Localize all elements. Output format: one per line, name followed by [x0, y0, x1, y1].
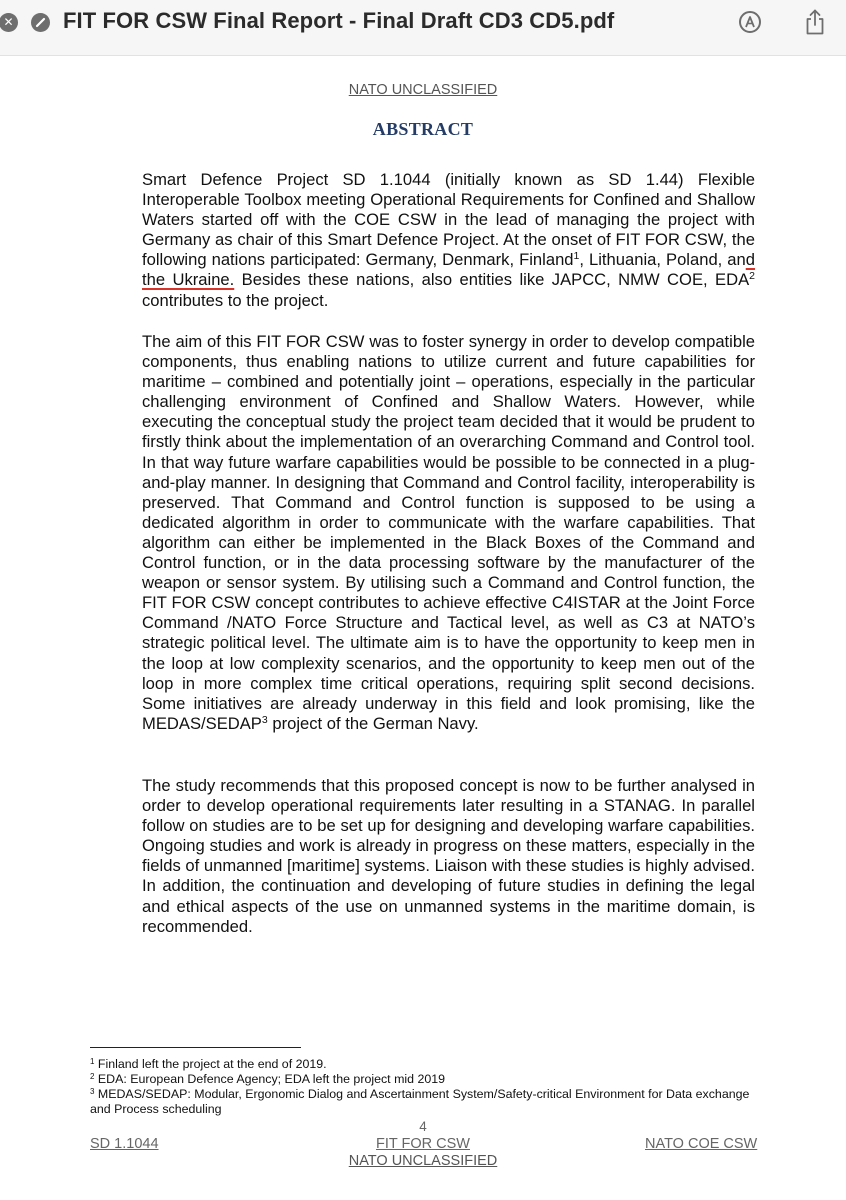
- footnote-2: [90, 1072, 750, 1087]
- footer-left: SD 1.1044: [90, 1136, 159, 1152]
- footnote-text: EDA: European Defence Agency; EDA left the project mid 2019: [94, 1072, 446, 1086]
- footnote-mark: 2: [90, 1072, 95, 1081]
- page-heading: ABSTRACT: [372, 119, 474, 139]
- footnote-1: [90, 1057, 750, 1072]
- footnote-mark: 3: [90, 1087, 95, 1096]
- share-icon[interactable]: [804, 8, 826, 36]
- markup-pen-icon[interactable]: [739, 11, 761, 33]
- footnote-text: Finland left the project at the end of 2019.: [94, 1057, 327, 1071]
- footnote-ref-2[interactable]: 2: [749, 270, 755, 283]
- viewer-toolbar: [0, 0, 846, 56]
- footnote-mark: 1: [90, 1057, 95, 1066]
- text-run: Besides these nations, also entities like JAPCC, NMW COE, EDA: [234, 270, 750, 290]
- text-run: Smart Defence Project SD 1.1044 (initially known as SD 1.44) Flexible Interoperable Toolbox meeting Operational Requirements for Confined and Shallow Waters started off with the COE CSW in the lead of managing the project with Germany as chair of this Smart Defence Project. At the onset of FIT FOR CSW, the following nations participated: Germany, Denmark, Finland: [142, 170, 755, 270]
- document-title: FIT FOR CSW Final Report - Final Draft CD3 CD5.pdf: [63, 8, 615, 33]
- footnotes: [90, 1057, 750, 1117]
- abstract-paragraph-1: [142, 170, 755, 311]
- footnote-ref-1[interactable]: 1: [573, 250, 580, 263]
- text-run: The aim of this FIT FOR CSW was to foster synergy in order to develop compatible components, thus enabling nations to utilize current and future capabilities for maritime – combined and potentially joint – operations, especially in the particular challenging environment of Confined and Shallow Waters. However, while executing the conceptual study the project team decided that it would be prudent to firstly think about the implementation of an overarching Command and Control tool. In that way future warfare capabilities would be possible to be connected in a plug-and-play manner. In designing that Command and Control facility, interoperability is preserved. That Command and Control function is supposed to be using a dedicated algorithm in order to communicate with the warfare capabilities. That algorithm can either be implemented in the Black Boxes of the Command and Control function, or in the data processing software by the manufacturer of the weapon or sensor system. By utilising such a Command and Control function, the FIT FOR CSW concept contributes to achieve effective C4ISTAR at the Joint Force Command /NATO Force Structure and Tactical level, as well as C3 at NATO’s strategic political level. The ultimate aim is to have the opportunity to keep men in the loop at low complexity scenarios, and the opportunity to keep men out of the loop in more complex time critical operations, requiring split second decisions. Some initiatives are already underway in this field and look promising, like the MEDAS/SEDAP: [142, 332, 755, 733]
- classification-bottom: NATO UNCLASSIFIED: [348, 1153, 498, 1169]
- abstract-paragraph-3: The study recommends that this proposed concept is now to be further analysed in order to develop operational requirements later resulting in a STANAG. In parallel follow on studies are to be set up for designing and developing warfare capabilities. Ongoing studies and work is already in progress on these matters, especially in the fields of unmanned [maritime] systems. Liaison with these studies is highly advised. In addition, the continuation and developing of future studies in defining the legal and ethical aspects of the use on unmanned systems in the maritime domain, is recommended.: [142, 776, 755, 936]
- footnote-separator: [90, 1047, 301, 1048]
- text-run: , Lithuania, Poland, an: [579, 250, 746, 270]
- text-run: project of the German Navy.: [267, 713, 479, 733]
- minus-icon[interactable]: [31, 13, 50, 32]
- footnote-text: MEDAS/SEDAP: Modular, Ergonomic Dialog and Ascertainment System/Safety-critical Environment for Data exchange and Process scheduling: [90, 1087, 750, 1116]
- classification-top: NATO UNCLASSIFIED: [348, 82, 498, 98]
- footnote-3: [90, 1087, 750, 1117]
- close-icon[interactable]: ✕: [0, 13, 18, 32]
- abstract-paragraph-2: [142, 332, 755, 734]
- footer-right: NATO COE CSW: [645, 1136, 758, 1152]
- footnote-ref-3[interactable]: 3: [261, 713, 268, 726]
- spellcheck-flagged-text[interactable]: d the Ukraine.: [142, 250, 755, 290]
- text-run: contributes to the project.: [142, 290, 329, 310]
- footer-center: FIT FOR CSW: [376, 1136, 470, 1152]
- page-number: 4: [419, 1119, 427, 1134]
